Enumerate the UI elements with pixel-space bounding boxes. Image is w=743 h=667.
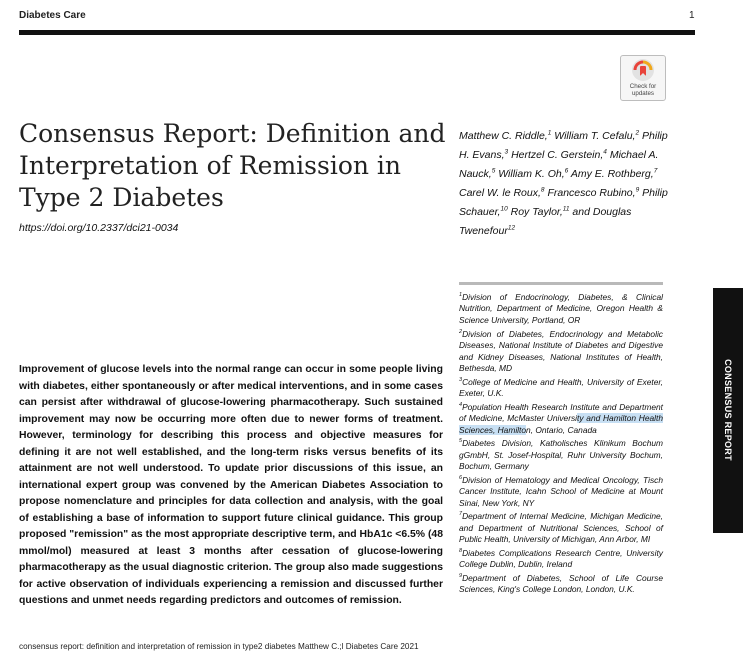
affiliation (459, 546, 663, 571)
affiliation (459, 473, 663, 510)
affiliation (459, 375, 663, 400)
author (511, 206, 570, 218)
side-tab-label: CONSENSUS REPORT (723, 359, 733, 461)
affiliation (459, 509, 663, 546)
affiliation-text: Division of Diabetes, Endocrinology and Metabolic Diseases, National Institute of Diabetes and Digestive and Kidney Diseases, National Institutes of Health, Bethesda, MD (459, 328, 663, 374)
author-affiliation-number: 11 (562, 205, 570, 213)
author-name: Michael A. Nauck, (459, 148, 659, 180)
author-name: Philip H. Evans, (459, 129, 668, 161)
affiliation-text: Diabetes Division, Katholisches Klinikum Bochum gGmbH, St. Josef-Hospital, Ruhr University Bochum, Bochum, Germany (459, 438, 663, 472)
author-affiliation-number: 12 (507, 224, 516, 232)
author (571, 168, 658, 180)
affiliation-text: Department of Internal Medicine, Michigan Medicine, and Department of Nutritional Sciences, School of Public Health, University of Michigan, Ann Arbor, MI (459, 511, 663, 545)
author-name: William T. Cefalu, (554, 129, 636, 142)
badge-line-1: Check for (629, 83, 657, 90)
author (547, 187, 639, 199)
check-for-updates-label (621, 83, 665, 97)
author-affiliation-number: 10 (500, 205, 508, 213)
author-name: William K. Oh, (498, 167, 565, 180)
affiliation-number: 4 (459, 401, 463, 408)
affiliation-text: College of Medicine and Health, University of Exeter, Exeter, U.K. (459, 376, 663, 399)
author-name: and Douglas Twenefour (459, 205, 632, 237)
side-tab (713, 288, 743, 533)
author-affiliation-number: 3 (504, 148, 509, 156)
affiliations-rule (459, 282, 663, 285)
author (511, 149, 607, 161)
author (459, 187, 545, 199)
author (459, 130, 551, 142)
abstract: Improvement of glucose levels into the normal range can occur in some people living with diabetes, either spontaneously or after medical interventions, and in some cases can persist after withdrawal of glucose-lowering pharmacotherapy. Such sustained improvement may now be occurring more often due to newer forms of treatment. However, terminology for describing this process and objective measures for defining it are not well established, and the long-term risks versus benefits of its attainment are not well understood. To update prior discussions of this issue, an international expert group was convened by the American Diabetes Association to propose nomenclature and principles for data collection and analysis, with the goal of establishing a base of information to support future clinical guidance. This group proposed "remission" as the most appropriate descriptive term, and HbA1c <6.5% (48 mmol/mol) measured at least 3 months after cessation of glucose-lowering pharmacotherapy as the usual diagnostic criterion. The group also made suggestions for active observation of individuals experiencing a remission and discussed further questions and unmet needs regarding predictors and outcomes of remission. (19, 364, 443, 606)
header-rule (19, 30, 695, 35)
author (498, 168, 568, 180)
author-affiliation-number: 8 (540, 186, 545, 194)
affiliation-text: n, Ontario, Canada (526, 424, 597, 435)
affiliation-number: 8 (459, 548, 463, 555)
author-name: Roy Taylor, (510, 205, 563, 218)
affiliation-number: 3 (459, 376, 463, 383)
author-affiliation-number: 4 (603, 148, 607, 156)
affiliation-list (459, 290, 663, 596)
page-number: 1 (689, 10, 695, 21)
affiliation-number: 6 (459, 474, 463, 481)
author-affiliation-number: 1 (547, 129, 552, 136)
affiliation (459, 290, 663, 327)
author-affiliation-number: 9 (635, 186, 640, 194)
check-for-updates-icon (632, 59, 654, 81)
affiliation (459, 436, 663, 473)
article-title: Consensus Report: Definition and Interpretation of Remission in Type 2 Diabetes (19, 119, 446, 212)
affiliation-number: 1 (459, 292, 463, 298)
affiliation (459, 327, 663, 375)
affiliation-text: Division of Endocrinology, Diabetes, & Clinical Nutrition, Department of Medicine, Oregon Health & Science University, Portland, OR (459, 291, 663, 325)
article-doi[interactable]: https://doi.org/10.2337/dci21-0034 (19, 222, 179, 234)
author-name: Carel W. le Roux, (459, 186, 541, 199)
affiliation-text: Division of Hematology and Medical Oncology, Tisch Cancer Institute, Icahn School of Medicine at Mount Sinai, New York, NY (459, 474, 663, 508)
affiliation (459, 571, 663, 596)
check-for-updates-badge[interactable] (620, 55, 666, 101)
author (554, 130, 639, 142)
author-name: Matthew C. Riddle, (459, 129, 548, 142)
author-name: Francesco Rubino, (547, 186, 636, 199)
affiliation-text: Diabetes Complications Research Centre, University College Dublin, Dublin, Ireland (459, 547, 663, 570)
affiliation-number: 5 (459, 438, 463, 445)
affiliation-number: 7 (459, 511, 463, 518)
author-affiliation-number: 6 (564, 167, 569, 175)
author-affiliation-number: 7 (653, 167, 658, 175)
affiliation-number: 9 (459, 573, 463, 580)
author-name: Hertzel C. Gerstein, (511, 148, 604, 161)
affiliation-text: Department of Diabetes, School of Life Course Sciences, King's College London, London, U.K. (459, 572, 663, 595)
affiliation-text-highlighted: ty and Hamilton Health Sciences, Hamilto (459, 413, 663, 435)
badge-line-2: updates (631, 90, 655, 97)
author-list (459, 125, 679, 240)
affiliation-text: Population Health Research Institute and Department of Medicine, McMaster Universi (459, 401, 663, 424)
author-name: Amy E. Rothberg, (570, 167, 654, 180)
author-affiliation-number: 2 (635, 129, 640, 136)
affiliation-number: 2 (459, 328, 463, 335)
journal-name: Diabetes Care (19, 10, 86, 21)
author-affiliation-number: 5 (491, 167, 496, 175)
author-name: Philip Schauer, (459, 186, 668, 218)
footer-caption: consensus report: definition and interpretation of remission in type2 diabetes Matthew C.;l Diabetes Care 2021 (19, 642, 419, 651)
affiliation (459, 400, 663, 437)
